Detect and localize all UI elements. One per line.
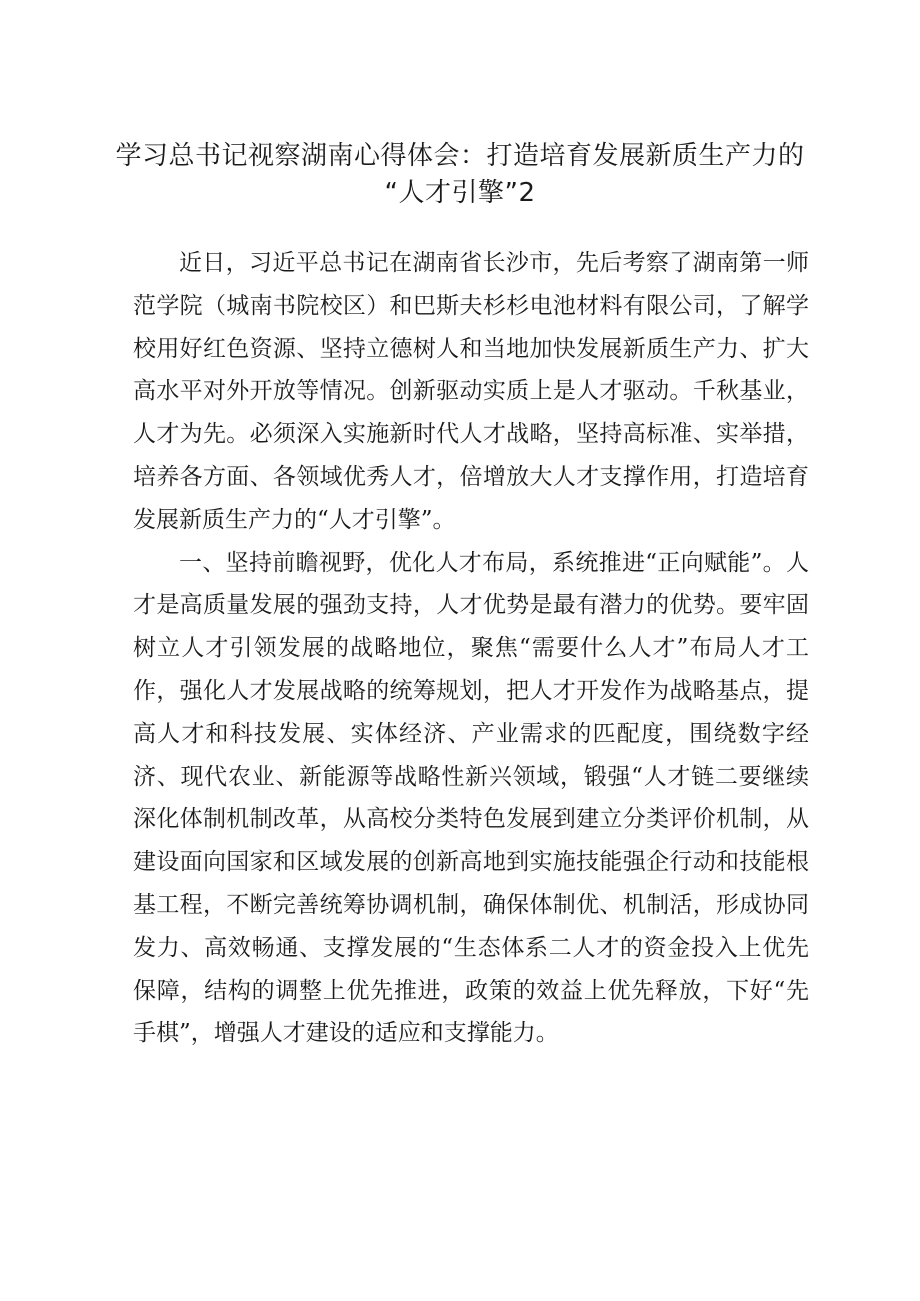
paragraph-section-1: 一、坚持前瞻视野，优化人才布局，系统推进“正向赋能”。人才是高质量发展的强劲支持，人才优势是最有潜力的优势。要牢固树立人才引领发展的战略地位，聚焦“需要什么人才”布局人才工作，强化人才发展战略的统筹规划，把人才开发作为战略基点，提高人才和科技发展、实体经济、产业需求的匹配度，围绕数字经济、现代农业、新能源等战略性新兴领域，锻强“人才链二要继续深化体制机制改革，从高校分类特色发展到建立分类评价机制，从建设面向国家和区域发展的创新高地到实施技能强企行动和技能根基工程，不断完善统筹协调机制，确保体制优、机制活，形成协同发力、高效畅通、支撑发展的“生态体系二人才的资金投入上优先保障，结构的调整上优先推进，政策的效益上优先释放，下好“先手棋”，增强人才建设的适应和支撑能力。 bbox=[133, 549, 809, 1047]
document-body bbox=[133, 242, 809, 1055]
document-title-line-2: “人才引擎”2 bbox=[384, 178, 536, 208]
document-title-line-1: 学习总书记视察湖南心得体会：打造培育发展新质生产力的 bbox=[115, 141, 805, 171]
paragraph-intro: 近日，习近平总书记在湖南省长沙市，先后考察了湖南第一师范学院（城南书院校区）和巴斯夫杉杉电池材料有限公司，了解学校用好红色资源、坚持立德树人和当地加快发展新质生产力、扩大高水平对外开放等情况。创新驱动实质上是人才驱动。千秋基业，人才为先。必须深入实施新时代人才战略，坚持高标准、实举措，培养各方面、各领域优秀人才，倍增放大人才支撑作用，打造培育发展新质生产力的“人才引擎”。 bbox=[133, 250, 809, 533]
